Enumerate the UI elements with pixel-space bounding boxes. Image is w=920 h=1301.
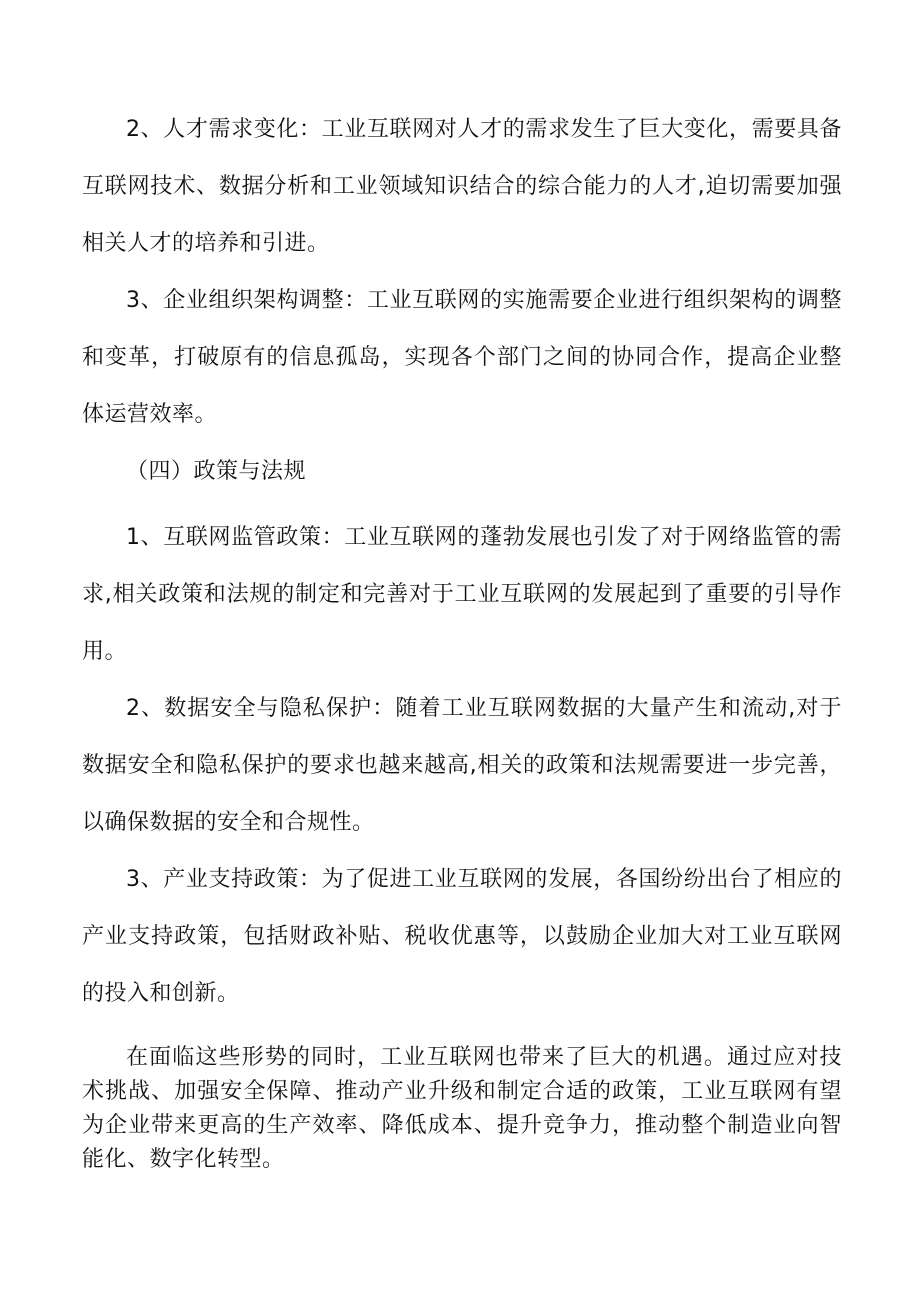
paragraph-opportunities: 在面临这些形势的同时，工业互联网也带来了巨大的机遇。通过应对技术挑战、加强安全保障、推动产业升级和制定合适的政策，工业互联网有望为企业带来更高的生产效率、降低成本、提升竞争力，推动整个制造业向智能化、数字化转型。	[82, 1045, 842, 1172]
paragraph-internet-regulation: 1、互联网监管政策：工业互联网的蓬勃发展也引发了对于网络监管的需求,相关政策和法规的制定和完善对于工业互联网的发展起到了重要的引导作用。	[82, 525, 842, 664]
paragraph-talent-demand: 2、人才需求变化：工业互联网对人才的需求发生了巨大变化，需要具备互联网技术、数据分析和工业领域知识结合的综合能力的人才,迫切需要加强相关人才的培养和引进。	[82, 117, 842, 256]
paragraph-org-structure: 3、企业组织架构调整：工业互联网的实施需要企业进行组织架构的调整和变革，打破原有的信息孤岛，实现各个部门之间的协同合作，提高企业整体运营效率。	[82, 288, 842, 427]
paragraph-industry-support: 3、产业支持政策：为了促进工业互联网的发展，各国纷纷出台了相应的产业支持政策，包括财政补贴、税收优惠等，以鼓励企业加大对工业互联网的投入和创新。	[82, 867, 842, 1006]
section-heading-policy: （四）政策与法规	[126, 459, 307, 484]
paragraph-data-security: 2、数据安全与隐私保护：随着工业互联网数据的大量产生和流动,对于数据安全和隐私保护的要求也越来越高,相关的政策和法规需要进一步完善，以确保数据的安全和合规性。	[82, 696, 842, 835]
